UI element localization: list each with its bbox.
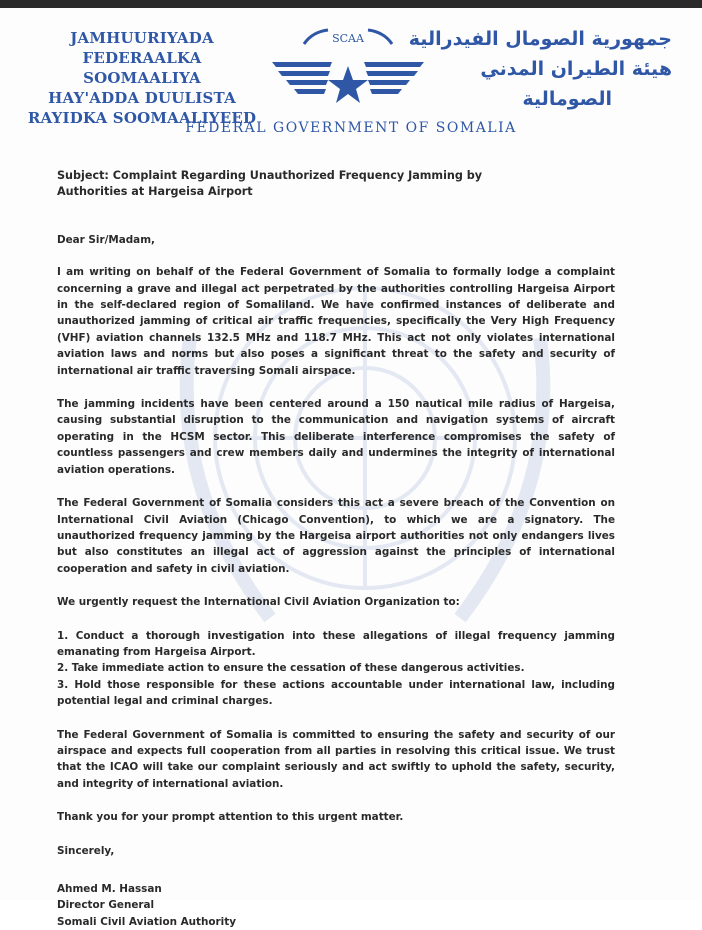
arabic-line: جمهورية الصومال الفيدرالية: [408, 28, 672, 50]
top-dark-strip: [0, 0, 702, 8]
closing: Sincerely,: [57, 844, 115, 857]
arabic-agency-name: [402, 24, 672, 114]
salutation: Dear Sir/Madam,: [57, 233, 155, 246]
letterhead: [0, 8, 702, 148]
paragraph: The Federal Government of Somalia considers this act a severe breach of the Convention on International Civil Aviation (Chicago Convention), to which we are a signatory. The unauthorized frequency jamming by the Hargeisa airport authorities not only endangers lives but also constitutes an illegal act of aggression against the principles of international cooperation and safety in civil aviation.: [57, 497, 615, 575]
somali-line: SOOMAALIYA: [83, 69, 201, 87]
somali-agency-name: [12, 28, 272, 128]
thanks-line: Thank you for your prompt attention to this urgent matter.: [57, 811, 404, 824]
list-item: 1. Conduct a thorough investigation into these allegations of illegal frequency jamming emanating from Hargeisa Airport.: [57, 629, 615, 658]
signatory-name: Ahmed M. Hassan: [57, 883, 162, 895]
paragraph: The Federal Government of Somalia is committed to ensuring the safety and security of our airspace and expects full cooperation from all parties in resolving this critical issue. We trust that the ICAO will take our complaint seriously and act swiftly to uphold the safety, security, and integrity of international aviation.: [57, 728, 615, 790]
somali-line: HAY'ADDA DUULISTA: [48, 89, 236, 107]
subject-line: Authorities at Hargeisa Airport: [57, 185, 253, 199]
paragraph: The jamming incidents have been centered around a 150 nautical mile radius of Hargeisa, causing substantial disruption to the communication and navigation systems of aircraft operating in the HCSM sector. This deliberate interference compromises the safety of countless passengers and crew members daily and undermines the integrity of international aviation operations.: [57, 398, 615, 476]
letter-page: [0, 8, 702, 928]
request-list: [57, 628, 615, 710]
signatory-title: Director General: [57, 899, 155, 912]
somali-line: JAMHUURIYADA FEDERAALKA: [70, 29, 214, 67]
government-title: FEDERAL GOVERNMENT OF SOMALIA: [185, 120, 517, 136]
letter-body: [57, 168, 615, 930]
list-item: 2. Take immediate action to ensure the cessation of these dangerous activities.: [57, 662, 525, 675]
logo-text: SCAA: [332, 32, 364, 45]
arabic-line: هيئة الطيران المدني: [480, 58, 672, 80]
request-intro: We urgently request the International Civil Aviation Organization to:: [57, 596, 460, 609]
list-item: 3. Hold those responsible for these actions accountable under international law, including potential legal and criminal charges.: [57, 678, 615, 708]
somali-line: RAYIDKA SOOMAALIYEED: [27, 109, 257, 127]
signatory-org: Somali Civil Aviation Authority: [57, 915, 236, 928]
subject-line: Subject: Complaint Regarding Unauthorized Frequency Jamming by: [57, 169, 483, 182]
paragraph: I am writing on behalf of the Federal Government of Somalia to formally lodge a complaint concerning a grave and illegal act perpetrated by the authorities controlling Hargeisa Airport in the self-declared region of Somaliland. We have confirmed instances of deliberate and unauthorized jamming of critical air traffic frequencies, specifically the Very High Frequency (VHF) aviation channels 132.5 MHz and 118.7 MHz. This act not only violates international aviation laws and norms but also poses a significant threat to the safety and security of international air traffic traversing Somali airspace.: [57, 266, 615, 377]
arabic-line: الصومالية: [522, 88, 612, 110]
